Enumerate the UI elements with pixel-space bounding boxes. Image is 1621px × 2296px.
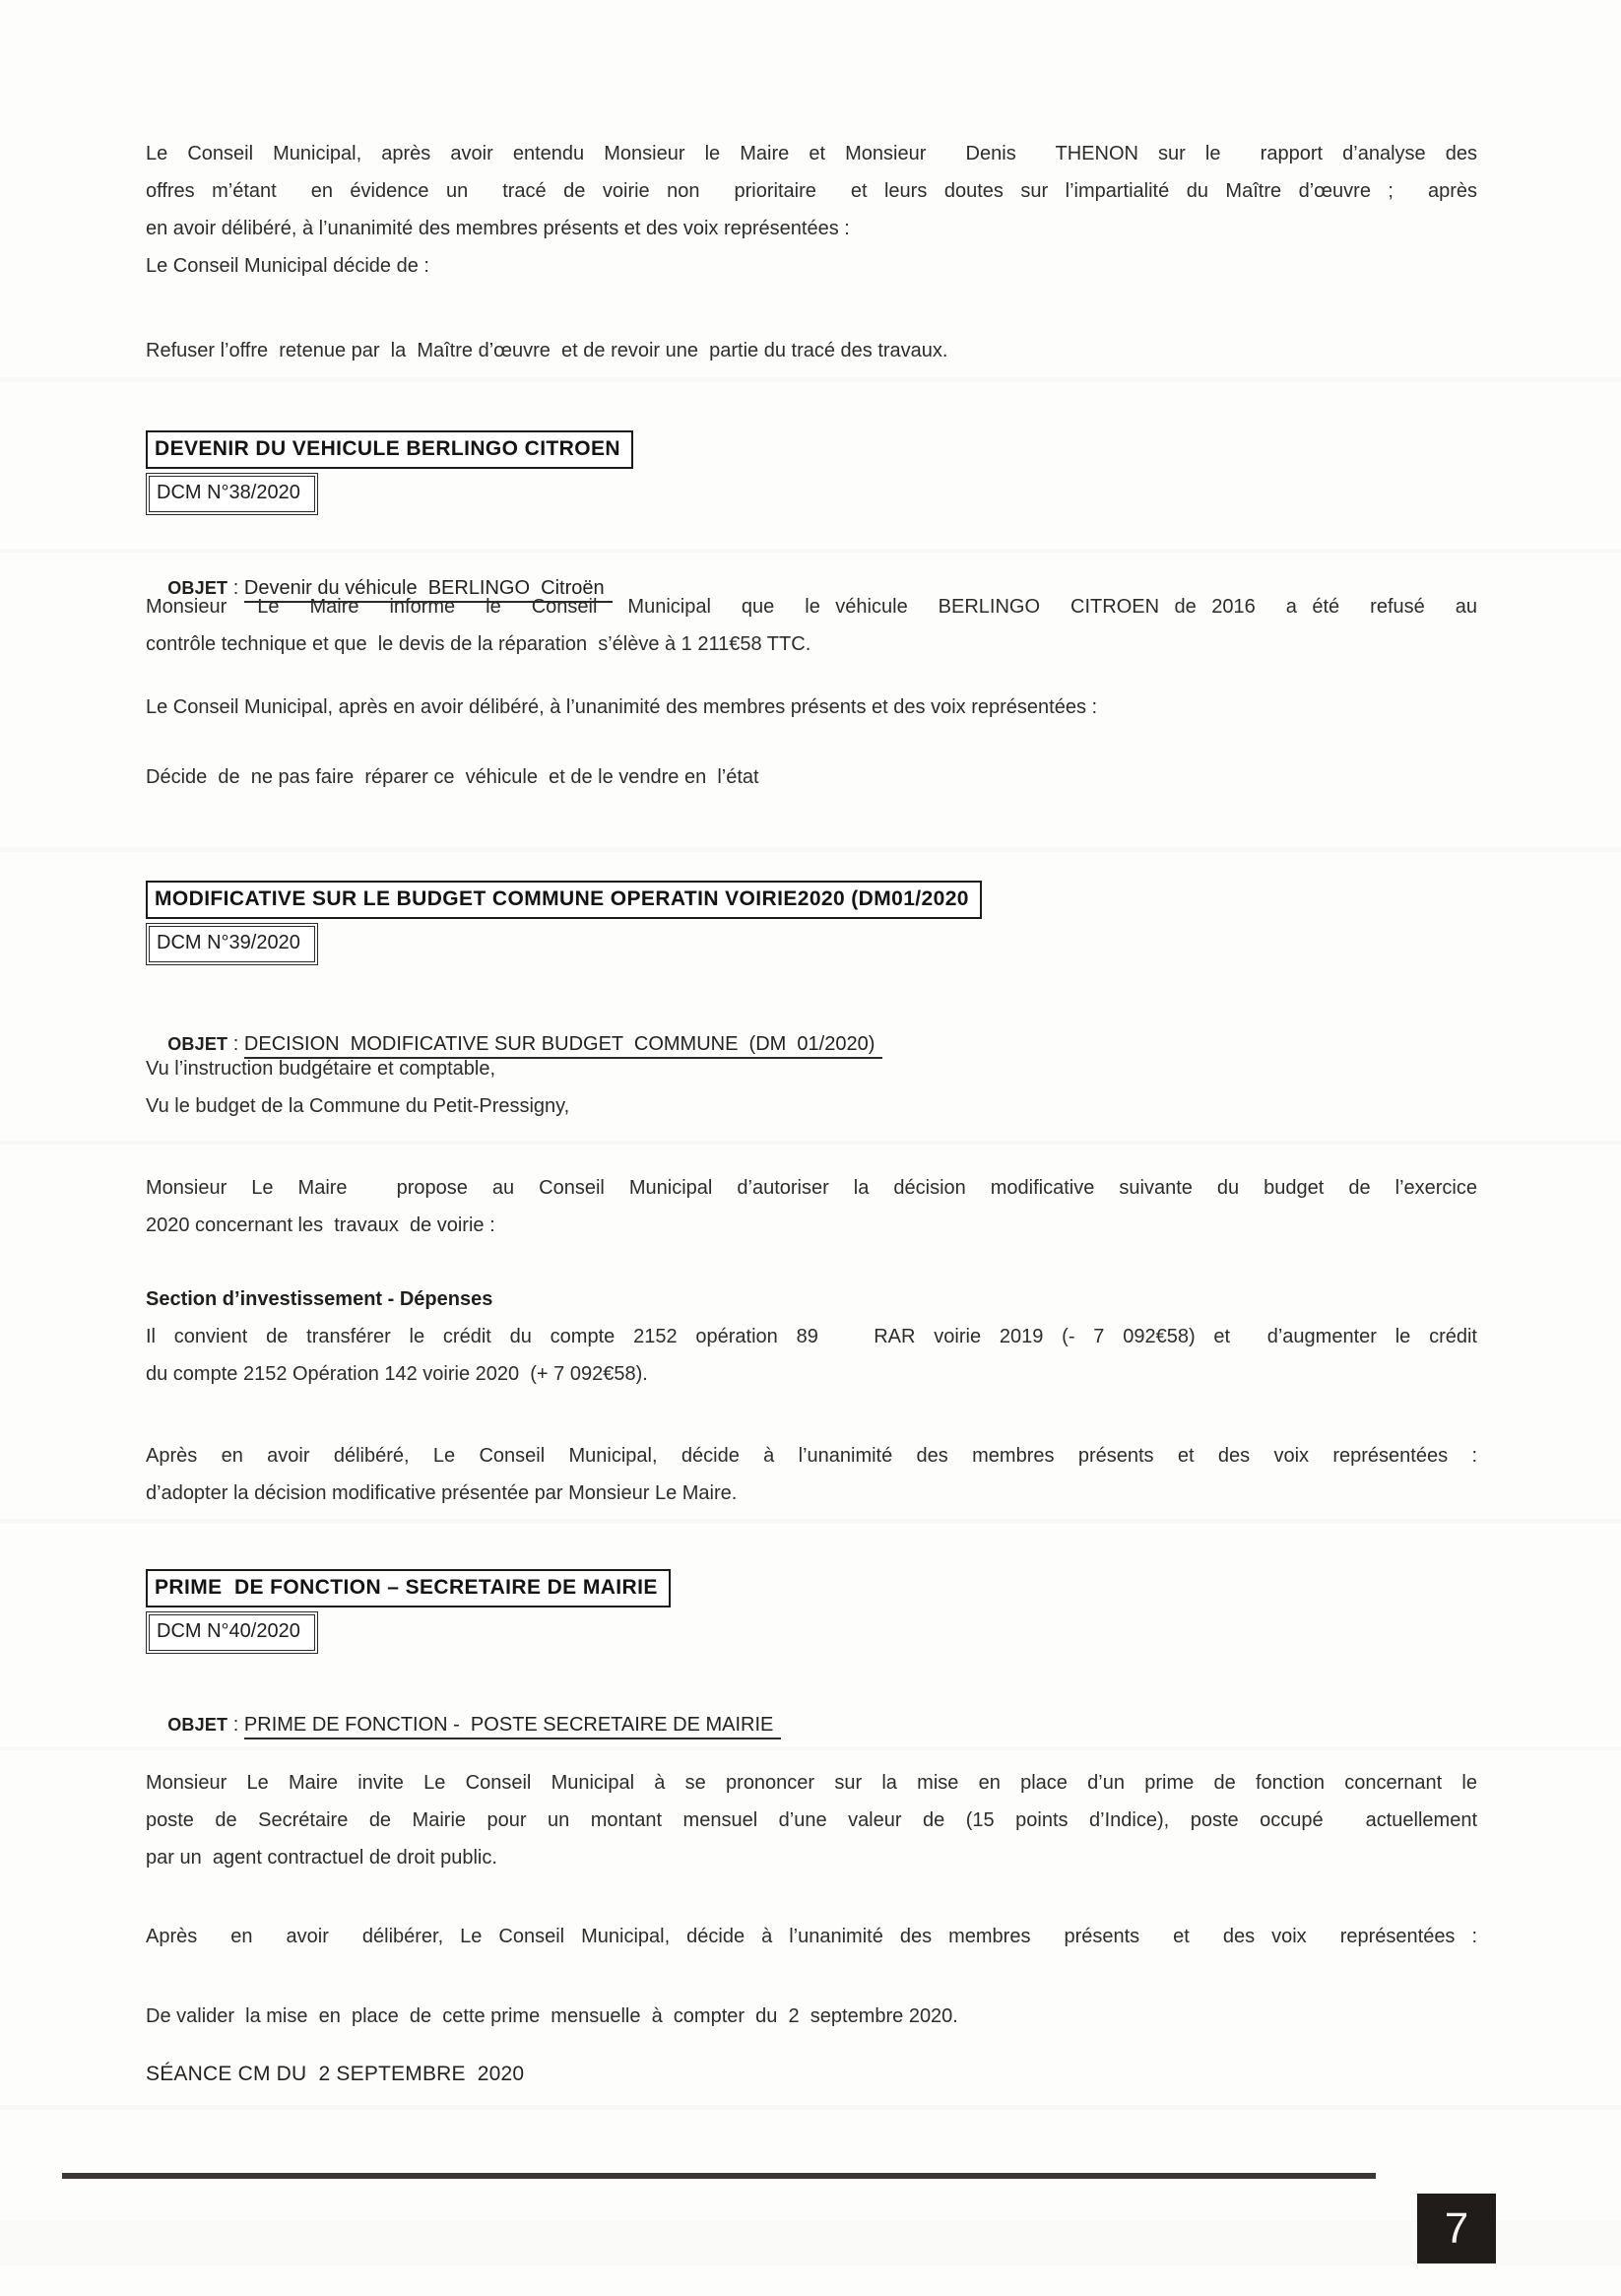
dcm-number: DCM N°38/2020 [149,476,315,512]
objet-value: DECISION MODIFICATIVE SUR BUDGET COMMUNE (DM 01/2020) [244,1033,882,1059]
body-paragraph [146,588,1477,663]
section-budget-header [146,881,1477,965]
body-paragraph: Après en avoir délibérer, Le Conseil Municipal, décide à l’unanimité des membres présents et des voix représentées : [146,1926,1477,1947]
scan-artifact-band [0,1141,1621,1145]
scan-artifact-band [0,2105,1621,2110]
text-line: Vu l’instruction budgétaire et comptable, [146,1058,496,1080]
dcm-number: DCM N°39/2020 [149,926,315,962]
scan-artifact-band [0,2221,1621,2265]
text-line: du compte 2152 Opération 142 voirie 2020 (+ 7 092€58). [146,1363,648,1385]
dcm-row [146,1607,1477,1654]
scan-artifact-band [0,847,1621,852]
section-title: DEVENIR DU VEHICULE BERLINGO CITROEN [146,430,633,469]
text-line: Il convient de transférer le crédit du compte 2152 opération 89 RAR voirie 2019 (- 7 092€58) et d’augmenter le crédit [146,1326,1477,1347]
objet-colon: : [227,577,244,599]
text-line: en avoir délibéré, à l’unanimité des membres présents et des voix représentées : [146,218,850,239]
body-paragraph [146,1318,1477,1393]
dcm-row [146,469,1477,515]
objet-label: OBJET [167,1034,228,1054]
text-line: Après en avoir délibéré, Le Conseil Municipal, décide à l’unanimité des membres présents et des voix représentées : [146,1445,1477,1467]
section-title: PRIME DE FONCTION – SECRETAIRE DE MAIRIE [146,1569,671,1607]
scan-artifact-band [0,1519,1621,1524]
section-berlingo-header [146,430,1477,515]
footer-rule [62,2173,1376,2179]
dcm-box [146,473,318,515]
page-number: 7 [1444,2203,1469,2253]
body-paragraph [146,1764,1477,1876]
text-line: contrôle technique et que le devis de la réparation s’élève à 1 211€58 TTC. [146,633,811,655]
text-line: poste de Secrétaire de Mairie pour un montant mensuel d’une valeur de (15 points d’Indice), poste occupé actuellement [146,1809,1477,1831]
objet-colon: : [227,1033,244,1055]
intro-paragraph [146,135,1477,285]
text-line: Monsieur Le Maire informe le Conseil Municipal que le véhicule BERLINGO CITROEN de 2016 a été refusé au [146,596,1477,618]
decision-line: De valider la mise en place de cette prime mensuelle à compter du 2 septembre 2020. [146,2005,958,2027]
body-paragraph [146,1169,1477,1244]
subheading-investissement: Section d’investissement - Dépenses [146,1288,493,1310]
dcm-number: DCM N°40/2020 [149,1614,315,1651]
text-line: 2020 concernant les travaux de voirie : [146,1214,495,1236]
text-line: offres m’étant en évidence un tracé de voirie non prioritaire et leurs doutes sur l’impartialité du Maître d’œuvre ; après [146,180,1477,202]
objet-label: OBJET [167,1715,228,1735]
text-line: Vu le budget de la Commune du Petit-Pressigny, [146,1095,570,1117]
text-line: par un agent contractuel de droit public. [146,1847,497,1869]
body-paragraph [146,1437,1477,1512]
objet-colon: : [227,1714,244,1736]
dcm-box [146,923,318,965]
seance-heading: SÉANCE CM DU 2 SEPTEMBRE 2020 [146,2063,525,2085]
vu-lines [146,1050,1477,1125]
text-line: Monsieur Le Maire propose au Conseil Municipal d’autoriser la décision modificative suivante du budget de l’exercice [146,1177,1477,1199]
page-number-badge [1417,2194,1496,2263]
objet-label: OBJET [167,578,228,598]
decision-line: Décide de ne pas faire réparer ce véhicule et de le vendre en l’état [146,766,759,788]
section-title: MODIFICATIVE SUR LE BUDGET COMMUNE OPERATIN VOIRIE2020 (DM01/2020 [146,881,982,919]
dcm-box [146,1611,318,1654]
body-paragraph: Le Conseil Municipal, après en avoir délibéré, à l’unanimité des membres présents et des voix représentées : [146,696,1098,718]
text-line: d’adopter la décision modificative présentée par Monsieur Le Maire. [146,1482,738,1504]
text-line: Le Conseil Municipal, après avoir entendu Monsieur le Maire et Monsieur Denis THENON sur le rapport d’analyse des [146,143,1477,164]
text-line: Monsieur Le Maire invite Le Conseil Municipal à se prononcer sur la mise en place d’un prime de fonction concernant le [146,1772,1477,1794]
scan-artifact-band [0,377,1621,382]
intro-decision-line: Refuser l’offre retenue par la Maître d’œuvre et de revoir une partie du tracé des travaux. [146,340,948,361]
dcm-row [146,919,1477,965]
text-line: Le Conseil Municipal décide de : [146,255,429,277]
objet-value: Devenir du véhicule BERLINGO Citroën [244,577,613,603]
section-prime-header [146,1569,1477,1654]
objet-value: PRIME DE FONCTION - POSTE SECRETAIRE DE MAIRIE [244,1714,781,1739]
